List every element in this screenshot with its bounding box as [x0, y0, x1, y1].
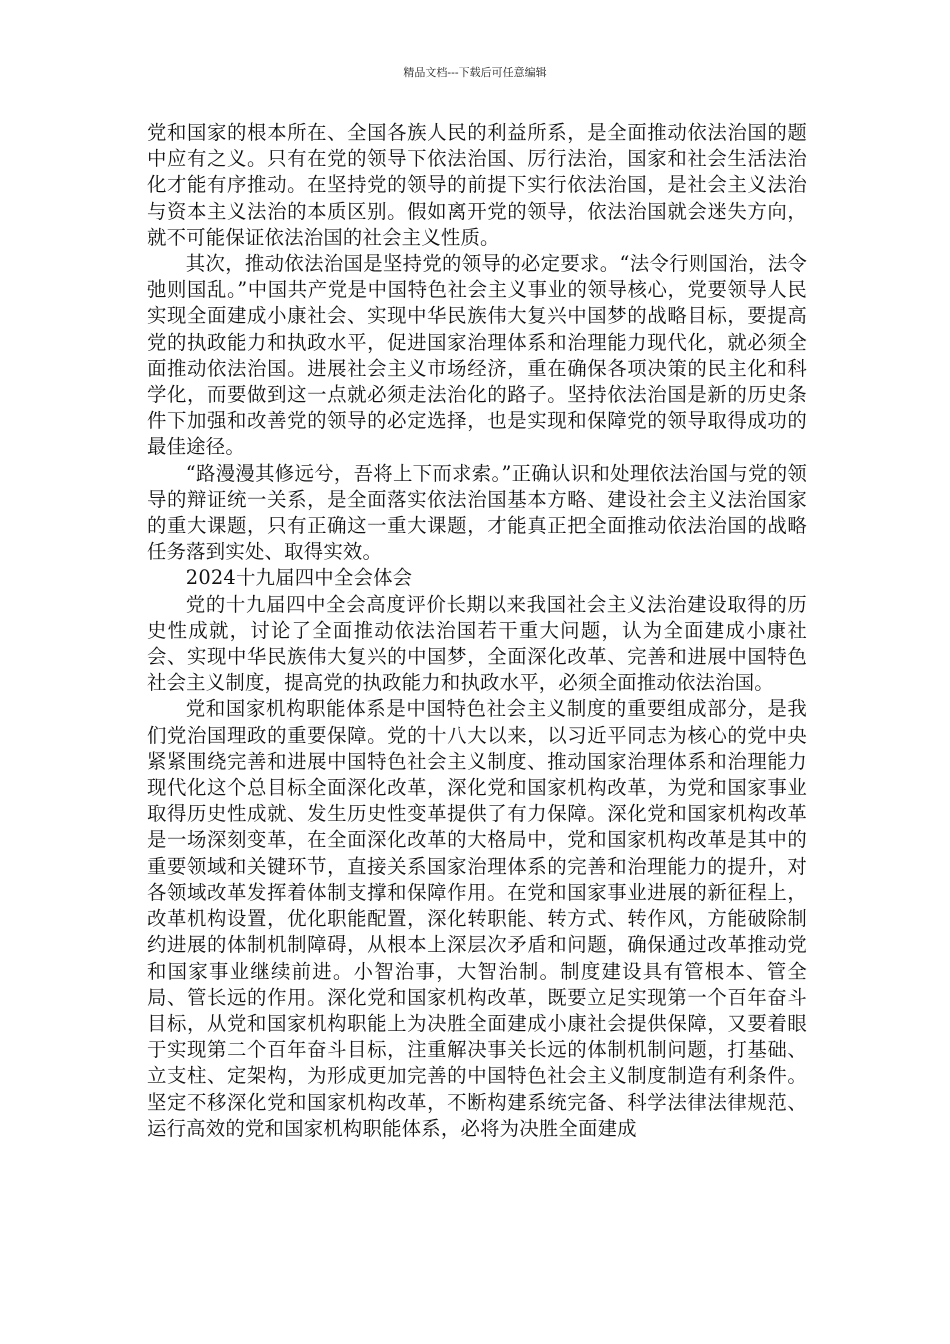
- paragraph: 其次，推动依法治国是坚持党的领导的必定要求。“法令行则国治，法令弛则国乱。”中国共产党是中国特色社会主义事业的领导核心，党要领导人民实现全面建成小康社会、实现中华民族伟大复兴中国梦的战略目标，要提高党的执政能力和执政水平，促进国家治理体系和治理能力现代化，就必须全面推动依法治国。进展社会主义市场经济，重在确保各项决策的民主化和科学化，而要做到这一点就必须走法治化的路子。坚持依法治国是新的历史条件下加强和改善党的领导的必定选择，也是实现和保障党的领导取得成功的最佳途径。: [147, 252, 807, 459]
- paragraph: 党和国家机构职能体系是中国特色社会主义制度的重要组成部分，是我们党治国理政的重要保障。党的十八大以来，以习近平同志为核心的党中央紧紧围绕完善和进展中国特色社会主义制度、推动国家治理体系和治理能力现代化这个总目标全面深化改革，深化党和国家机构改革，为党和国家事业取得历史性成就、发生历史性变革提供了有力保障。深化党和国家机构改革是一场深刻变革，在全面深化改革的大格局中，党和国家机构改革是其中的重要领域和关键环节，直接关系国家治理体系的完善和治理能力的提升，对各领域改革发挥着体制支撑和保障作用。在党和国家事业进展的新征程上，改革机构设置，优化职能配置，深化转职能、转方式、转作风，方能破除制约进展的体制机制障碍，从根本上深层次矛盾和问题，确保通过改革推动党和国家事业继续前进。小智治事，大智治制。制度建设具有管根本、管全局、管长远的作用。深化党和国家机构改革，既要立足实现第一个百年奋斗目标，从党和国家机构职能上为决胜全面建成小康社会提供保障，又要着眼于实现第二个百年奋斗目标，注重解决事关长远的体制机制问题，打基础、立支柱、定架构，为形成更加完善的中国特色社会主义制度制造有利条件。坚定不移深化党和国家机构改革，不断构建系统完备、科学法律法律规范、运行高效的党和国家机构职能体系，必将为决胜全面建成: [147, 697, 807, 1140]
- section-heading: 2024十九届四中全会体会: [185, 566, 413, 590]
- paragraph-continuation: 党和国家的根本所在、全国各族人民的利益所系，是全面推动依法治国的题中应有之义。只有在党的领导下依法治国、厉行法治，国家和社会生活法治化才能有序推动。在坚持党的领导的前提下实行依法治国，是社会主义法治与资本主义法治的本质区别。假如离开党的领导，依法治国就会迷失方向，就不可能保证依法治国的社会主义性质。: [147, 121, 807, 249]
- page-header: 精品文档---下载后可任意编辑: [403, 66, 547, 79]
- document-body: [147, 120, 807, 1142]
- paragraph: “路漫漫其修远兮，吾将上下而求索。”正确认识和处理依法治国与党的领导的辩证统一关系，是全面落实依法治国基本方略、建设社会主义法治国家的重大课题，只有正确这一重大课题，才能真正把全面推动依法治国的战略任务落到实处、取得实效。: [147, 461, 807, 564]
- paragraph: 党的十九届四中全会高度评价长期以来我国社会主义法治建设取得的历史性成就，讨论了全面推动依法治国若干重大问题，认为全面建成小康社会、实现中华民族伟大复兴的中国梦，全面深化改革、完善和进展中国特色社会主义制度，提高党的执政能力和执政水平，必须全面推动依法治国。: [147, 592, 807, 695]
